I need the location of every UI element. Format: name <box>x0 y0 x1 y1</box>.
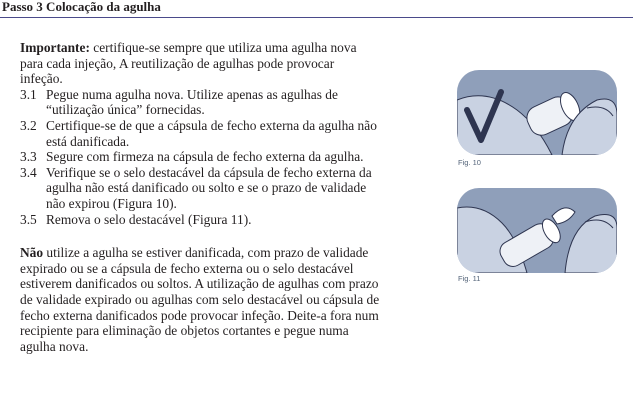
needle-check-illustration <box>457 70 617 155</box>
step-number: 3.4 <box>20 164 37 180</box>
step-item <box>20 149 380 165</box>
step-number: 3.5 <box>20 211 37 227</box>
step-number: 3.3 <box>20 149 37 165</box>
step-text: Segure com firmeza na cápsula de fecho externa da agulha. <box>46 149 364 165</box>
step-text: Verifique se o selo destacável da cápsula de fecho externa da agulha não está danificado ou solto e se o prazo de validade não expirou (Figura 10). <box>46 164 372 211</box>
important-text: certifique-se sempre que utiliza uma agulha nova para cada injeção, A reutilização de agulhas pode provocar infeção. <box>20 40 357 87</box>
warning-label: Não <box>20 245 44 261</box>
figure-10-caption: Fig. 10 <box>458 158 481 167</box>
step-item <box>20 212 380 228</box>
step-item <box>20 87 380 118</box>
steps-list <box>20 87 380 227</box>
warning-text: utilize a agulha se estiver danificada, com prazo de validade expirado ou se a cápsula de fecho externa ou o selo destacável estiverem danificados ou soltos. A utilização de agulhas com prazo de validade expirado ou agulhas com selo destacável ou cápsula de fecho externa danificados pode provocar infeção. Deite-a fora num recipiente para eliminação de objetos cortantes e pegue numa agulha nova. <box>20 245 380 354</box>
step-number: 3.1 <box>20 86 37 102</box>
instructions-body <box>20 40 380 354</box>
step-text: Pegue numa agulha nova. Utilize apenas as agulhas de “utilização única” fornecidas. <box>46 86 338 118</box>
section-title: Passo 3 Colocação da agulha <box>2 0 161 14</box>
step-item <box>20 118 380 149</box>
figure-11-illustration <box>457 188 617 273</box>
figure-10-illustration <box>457 70 617 155</box>
important-label: Importante: <box>20 40 90 55</box>
seal-removal-illustration <box>457 188 617 273</box>
step-item <box>20 165 380 212</box>
warning-note <box>20 245 380 354</box>
figure-11-caption: Fig. 11 <box>458 274 481 283</box>
section-header <box>0 0 633 18</box>
step-number: 3.2 <box>20 117 37 133</box>
important-note <box>20 40 380 87</box>
step-text: Certifique-se de que a cápsula de fecho externa da agulha não está danificada. <box>46 117 377 149</box>
step-text: Remova o selo destacável (Figura 11). <box>46 211 252 227</box>
